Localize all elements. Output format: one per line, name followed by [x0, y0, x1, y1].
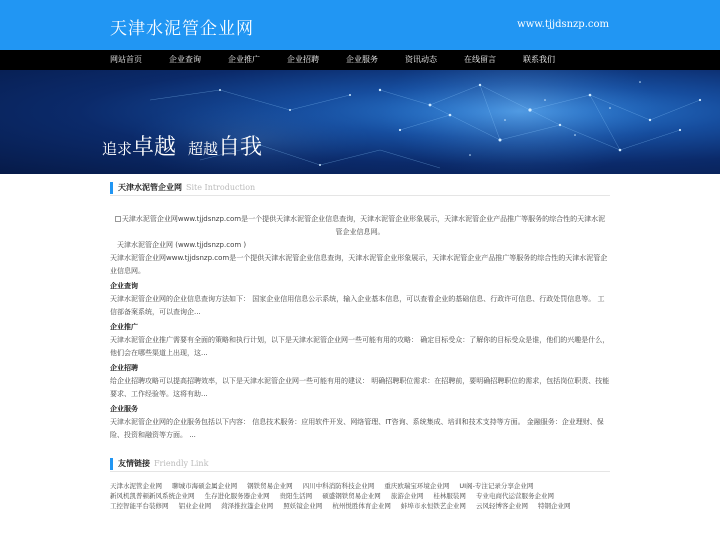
links-heading: 友情链接 Friendly Link [118, 459, 209, 468]
nav-item-promotion[interactable]: 企业推广 [228, 55, 260, 64]
section-accent-bar [110, 458, 113, 470]
friend-link[interactable]: 云风轻博客企业网 [475, 502, 528, 510]
section-title-services: 企业服务 [110, 405, 138, 413]
friend-link[interactable]: UI阁-专注记录分享企业网 [459, 482, 534, 490]
friend-link[interactable]: 生存进化服务器企业网 [204, 492, 270, 500]
friend-link[interactable]: 照妖镜企业网 [283, 502, 323, 510]
main-content [110, 180, 610, 511]
friend-link[interactable]: 聊城市海硕金属企业网 [172, 482, 238, 490]
friend-links-list [110, 481, 610, 511]
section-text-query: 天津水泥管企业网的企业信息查询方法如下： 国家企业信用信息公示系统，输入企业基本信息，可以查看企业的基础信息、行政许可信息、行政处罚信息等。 工信部备案系统，可以查询企... [110, 295, 605, 316]
friend-link[interactable]: 新风机凯普顿新风系统企业网 [110, 492, 195, 500]
intro-heading-en: Site Introduction [186, 183, 256, 192]
banner-slogan [102, 130, 262, 161]
hero-banner [0, 70, 720, 174]
nav-item-news[interactable]: 资讯动态 [405, 55, 437, 64]
intro-image-caption: 天津水泥管企业网 (www.tjjdsnzp.com ) [117, 241, 247, 249]
section-title-recruitment: 企业招聘 [110, 364, 138, 372]
intro-summary: 天津水泥管企业网www.tjjdsnzp.com是一个提供天津水泥管企业信息查询，天津水泥管企业形象展示，天津水泥管企业产品推广等服务的综合性的天津水泥管企业信息网。 [110, 254, 608, 275]
nav-item-services[interactable]: 企业服务 [346, 55, 378, 64]
links-heading-en: Friendly Link [154, 459, 209, 468]
friend-link[interactable]: 蚌埠市永恒铁艺企业网 [400, 502, 466, 510]
intro-content [110, 213, 610, 442]
links-section-header [110, 456, 610, 472]
nav-item-message[interactable]: 在线留言 [464, 55, 496, 64]
friend-link[interactable]: 特钢企业网 [538, 502, 571, 510]
nav-item-contact[interactable]: 联系我们 [523, 55, 555, 64]
nav-item-home[interactable]: 网站首页 [110, 55, 142, 64]
slogan-surpass: 超越 [188, 140, 219, 158]
intro-section-header [110, 180, 610, 196]
friend-link[interactable]: 杭州悦胜体育企业网 [332, 502, 391, 510]
friend-link[interactable]: 硕盛钢铁贸易企业网 [322, 492, 381, 500]
main-nav [0, 50, 720, 70]
nav-item-query[interactable]: 企业查询 [169, 55, 201, 64]
slogan-pursue: 追求 [102, 140, 133, 158]
broken-image-icon [115, 216, 121, 222]
section-accent-bar [110, 182, 113, 194]
slogan-self: 自我 [218, 135, 263, 160]
friend-link[interactable]: 菏泽推拉篷企业网 [221, 502, 274, 510]
section-text-services: 天津水泥管企业网的企业服务包括以下内容： 信息技术服务：应用软件开发、网络管理、IT咨询、系统集成、培训和技术支持等方面。 金融服务：企业理财、保险、投资和融资等方面。 ... [110, 418, 604, 439]
section-title-query: 企业查询 [110, 282, 138, 290]
friend-link[interactable]: 重庆欧瑞宝环境企业网 [384, 482, 450, 490]
friend-link[interactable]: 工控智能平台装修网 [110, 502, 169, 510]
site-title[interactable]: 天津水泥管企业网 [110, 19, 254, 39]
slogan-excellence: 卓越 [132, 135, 177, 160]
friend-link[interactable]: 旅游企业网 [390, 492, 424, 500]
friend-link[interactable]: 铝业企业网 [178, 502, 212, 510]
friend-link[interactable]: 四川中科消防科技企业网 [302, 482, 375, 490]
friend-link[interactable]: 专业电商代运营服务企业网 [475, 492, 554, 500]
friend-link[interactable]: 贵阳生活网 [279, 492, 313, 500]
nav-item-recruitment[interactable]: 企业招聘 [287, 55, 319, 64]
section-text-recruitment: 给企业招聘攻略可以提高招聘效率，以下是天津水泥管企业网一些可能有用的建议： 明确招聘职位需求：在招聘前，要明确招聘职位的需求，包括岗位职责、技能要求、工作经验等。这将有助... [110, 377, 610, 398]
site-header [0, 0, 720, 50]
friend-link[interactable]: 钢铁贸易企业网 [247, 482, 293, 490]
section-text-promotion: 天津水泥管企业推广需要有全面的策略和执行计划，以下是天津水泥管企业网一些可能有用的攻略： 确定目标受众：了解你的目标受众是谁，他们的兴趣是什么，他们会在哪些渠道上出现，这... [110, 336, 610, 357]
intro-image-alt: 天津水泥管企业网www.tjjdsnzp.com是一个提供天津水泥管企业信息查询，天津水泥管企业形象展示，天津水泥管企业产品推广等服务的综合性的天津水泥管企业信息网。 [110, 213, 610, 239]
site-domain: www.tjjdsnzp.com [517, 19, 609, 30]
friend-link[interactable]: 桂林服装网 [433, 492, 466, 500]
intro-heading: 天津水泥管企业网 Site Introduction [118, 183, 256, 192]
friend-link[interactable]: 天津水泥管企业网 [110, 482, 162, 490]
section-title-promotion: 企业推广 [110, 323, 138, 331]
